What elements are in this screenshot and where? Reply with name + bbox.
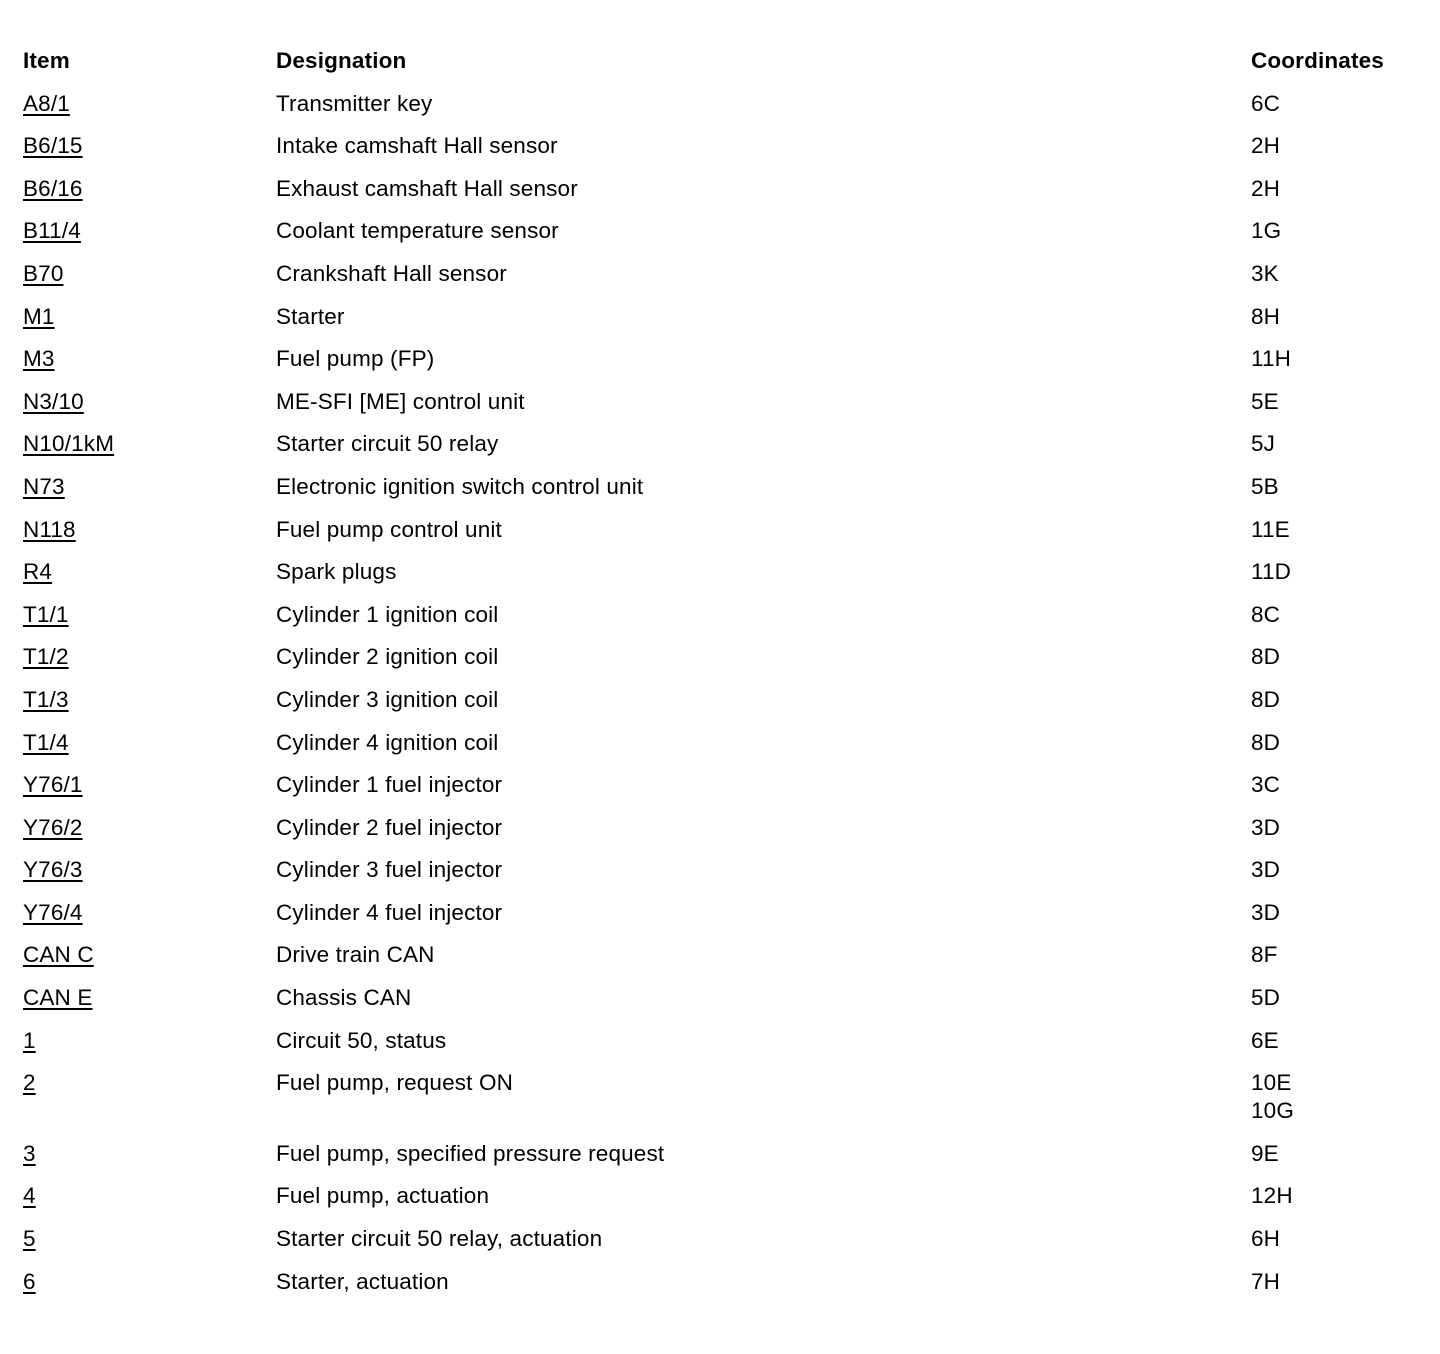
coordinates-cell <box>1251 260 1423 288</box>
coordinates-cell <box>1251 473 1423 501</box>
coordinate-value: 5E <box>1251 388 1279 414</box>
coordinates-cell <box>1251 1182 1423 1210</box>
table-row <box>23 473 1423 501</box>
item-link[interactable]: Y76/1 <box>23 772 83 798</box>
coordinate-value: 6H <box>1251 1226 1281 1252</box>
coordinate-value: 8C <box>1251 601 1281 627</box>
designation-cell: Cylinder 4 ignition coil <box>276 729 499 755</box>
coordinate-value: 5B <box>1251 473 1279 499</box>
coordinate-value: 11H <box>1251 346 1292 372</box>
designation-cell: Fuel pump, specified pressure request <box>276 1140 665 1166</box>
item-cell <box>23 473 276 501</box>
coordinate-value: 9E <box>1251 1140 1279 1166</box>
designation-cell: Starter circuit 50 relay <box>276 431 499 457</box>
designation-cell: Exhaust camshaft Hall sensor <box>276 175 578 201</box>
table-row <box>23 1268 1423 1296</box>
item-link[interactable]: B11/4 <box>23 218 81 244</box>
coordinates-cell <box>1251 430 1423 458</box>
coordinate-value: 6C <box>1251 90 1281 116</box>
table-row <box>23 132 1423 160</box>
coordinates-cell <box>1251 345 1423 373</box>
coordinates-cell <box>1251 90 1423 118</box>
coordinates-cell <box>1251 388 1423 416</box>
coordinates-cell <box>1251 899 1423 927</box>
table-row <box>23 984 1423 1012</box>
coordinate-value: 2H <box>1251 133 1281 159</box>
coordinates-cell <box>1251 856 1423 884</box>
table-row <box>23 1069 1423 1125</box>
item-link[interactable]: B70 <box>23 260 64 286</box>
designation-cell: Fuel pump, request ON <box>276 1070 514 1096</box>
item-cell <box>23 388 276 416</box>
designation-cell: Chassis CAN <box>276 985 412 1011</box>
table-row <box>23 217 1423 245</box>
designation-cell: Drive train CAN <box>276 942 435 968</box>
designation-cell: ME-SFI [ME] control unit <box>276 388 525 414</box>
table-row <box>23 1182 1423 1210</box>
coordinate-value: 7H <box>1251 1268 1281 1294</box>
table-row <box>23 558 1423 586</box>
table-row <box>23 345 1423 373</box>
coordinates-cell <box>1251 1225 1423 1253</box>
coordinate-value: 8D <box>1251 644 1281 670</box>
item-cell <box>23 729 276 757</box>
item-cell <box>23 217 276 245</box>
item-link[interactable]: A8/1 <box>23 90 70 116</box>
item-link[interactable]: CAN E <box>23 985 93 1011</box>
table-row <box>23 856 1423 884</box>
coordinate-value: 10E <box>1251 1070 1292 1096</box>
table-row <box>23 941 1423 969</box>
item-cell <box>23 814 276 842</box>
coordinate-value: 5D <box>1251 985 1281 1011</box>
designation-cell: Fuel pump (FP) <box>276 346 435 372</box>
item-link[interactable]: CAN C <box>23 942 94 968</box>
item-link[interactable]: Y76/2 <box>23 814 83 840</box>
item-cell <box>23 601 276 629</box>
coordinate-value: 12H <box>1251 1183 1293 1209</box>
item-link[interactable]: N118 <box>23 516 76 542</box>
coordinates-cell <box>1251 771 1423 799</box>
coordinate-value: 2H <box>1251 175 1281 201</box>
item-cell <box>23 941 276 969</box>
table-row <box>23 771 1423 799</box>
coordinates-cell <box>1251 303 1423 331</box>
table-header-row <box>23 47 1423 75</box>
coordinates-cell <box>1251 984 1423 1012</box>
item-cell <box>23 516 276 544</box>
designation-cell: Cylinder 2 ignition coil <box>276 644 499 670</box>
coordinates-cell <box>1251 516 1423 544</box>
item-cell <box>23 1027 276 1055</box>
table-body <box>23 90 1423 1296</box>
header-item: Item <box>23 48 70 73</box>
item-link[interactable]: 3 <box>23 1140 36 1166</box>
coordinate-value: 1G <box>1251 218 1282 244</box>
item-link[interactable]: 4 <box>23 1183 36 1209</box>
coordinates-cell <box>1251 729 1423 757</box>
designation-cell: Coolant temperature sensor <box>276 218 559 244</box>
designation-cell: Starter, actuation <box>276 1268 449 1294</box>
table-row <box>23 303 1423 331</box>
item-cell <box>23 1225 276 1253</box>
coordinates-cell <box>1251 217 1423 245</box>
item-link[interactable]: M3 <box>23 346 55 372</box>
table-row <box>23 90 1423 118</box>
coordinates-cell <box>1251 643 1423 671</box>
designation-cell: Fuel pump, actuation <box>276 1183 490 1209</box>
coordinates-cell <box>1251 686 1423 714</box>
item-link[interactable]: Y76/4 <box>23 899 83 925</box>
header-designation: Designation <box>276 48 407 73</box>
item-cell <box>23 430 276 458</box>
designation-cell: Circuit 50, status <box>276 1027 447 1053</box>
designation-cell: Starter <box>276 303 345 329</box>
coordinate-value: 3K <box>1251 260 1279 286</box>
coordinate-value: 11D <box>1251 559 1292 585</box>
coordinates-cell <box>1251 1069 1423 1125</box>
item-cell <box>23 1268 276 1296</box>
coordinate-value: 8H <box>1251 303 1281 329</box>
table-row <box>23 516 1423 544</box>
table-row <box>23 430 1423 458</box>
table-row <box>23 601 1423 629</box>
item-link[interactable]: N10/1kM <box>23 431 115 457</box>
item-link[interactable]: N73 <box>23 473 65 499</box>
coordinates-cell <box>1251 814 1423 842</box>
table-row <box>23 814 1423 842</box>
designation-cell: Electronic ignition switch control unit <box>276 473 644 499</box>
coordinate-value: 3C <box>1251 772 1281 798</box>
component-legend-table <box>23 47 1423 1310</box>
coordinates-cell <box>1251 1268 1423 1296</box>
designation-cell: Spark plugs <box>276 559 397 585</box>
item-link[interactable]: Y76/3 <box>23 857 83 883</box>
coordinate-value: 8D <box>1251 729 1281 755</box>
designation-cell: Fuel pump control unit <box>276 516 502 542</box>
table-row <box>23 260 1423 288</box>
item-cell <box>23 1140 276 1168</box>
item-link[interactable]: 2 <box>23 1070 36 1096</box>
designation-cell: Intake camshaft Hall sensor <box>276 133 558 159</box>
designation-cell: Cylinder 1 fuel injector <box>276 772 503 798</box>
designation-cell: Crankshaft Hall sensor <box>276 260 507 286</box>
item-cell <box>23 175 276 203</box>
designation-cell: Transmitter key <box>276 90 433 116</box>
item-link[interactable]: N3/10 <box>23 388 84 414</box>
designation-cell: Starter circuit 50 relay, actuation <box>276 1226 603 1252</box>
table-row <box>23 899 1423 927</box>
item-cell <box>23 558 276 586</box>
item-link[interactable]: B6/16 <box>23 175 83 201</box>
item-link[interactable]: 1 <box>23 1027 36 1053</box>
coordinate-value: 6E <box>1251 1027 1279 1053</box>
coordinates-cell <box>1251 941 1423 969</box>
coordinate-value: 10G <box>1251 1098 1294 1124</box>
coordinates-cell <box>1251 175 1423 203</box>
designation-cell: Cylinder 3 ignition coil <box>276 686 499 712</box>
item-cell <box>23 771 276 799</box>
item-link[interactable]: 6 <box>23 1268 36 1294</box>
coordinate-value: 3D <box>1251 814 1281 840</box>
item-link[interactable]: 5 <box>23 1226 36 1252</box>
designation-cell: Cylinder 3 fuel injector <box>276 857 503 883</box>
item-cell <box>23 1069 276 1097</box>
coordinates-cell <box>1251 1140 1423 1168</box>
item-cell <box>23 260 276 288</box>
coordinate-value: 11E <box>1251 516 1290 542</box>
item-link[interactable]: T1/2 <box>23 644 69 670</box>
coordinate-value: 3D <box>1251 899 1281 925</box>
item-cell <box>23 132 276 160</box>
table-row <box>23 1027 1423 1055</box>
item-cell <box>23 90 276 118</box>
coordinates-cell <box>1251 132 1423 160</box>
coordinate-value: 8D <box>1251 686 1281 712</box>
item-cell <box>23 345 276 373</box>
item-cell <box>23 686 276 714</box>
table-row <box>23 1140 1423 1168</box>
coordinate-value: 5J <box>1251 431 1276 457</box>
table-row <box>23 686 1423 714</box>
table-row <box>23 1225 1423 1253</box>
item-cell <box>23 643 276 671</box>
item-link[interactable]: M1 <box>23 303 55 329</box>
item-cell <box>23 1182 276 1210</box>
item-link[interactable]: B6/15 <box>23 133 83 159</box>
item-cell <box>23 856 276 884</box>
header-coordinates: Coordinates <box>1251 48 1384 73</box>
coordinates-cell <box>1251 558 1423 586</box>
designation-cell: Cylinder 2 fuel injector <box>276 814 503 840</box>
item-link[interactable]: T1/1 <box>23 601 69 627</box>
coordinate-value: 8F <box>1251 942 1278 968</box>
item-cell <box>23 899 276 927</box>
item-link[interactable]: T1/3 <box>23 686 69 712</box>
table-row <box>23 388 1423 416</box>
designation-cell: Cylinder 4 fuel injector <box>276 899 503 925</box>
item-link[interactable]: T1/4 <box>23 729 69 755</box>
table-row <box>23 643 1423 671</box>
coordinates-cell <box>1251 601 1423 629</box>
item-link[interactable]: R4 <box>23 559 53 585</box>
table-row <box>23 729 1423 757</box>
coordinates-cell <box>1251 1027 1423 1055</box>
table-row <box>23 175 1423 203</box>
item-cell <box>23 984 276 1012</box>
item-cell <box>23 303 276 331</box>
designation-cell: Cylinder 1 ignition coil <box>276 601 499 627</box>
coordinate-value: 3D <box>1251 857 1281 883</box>
